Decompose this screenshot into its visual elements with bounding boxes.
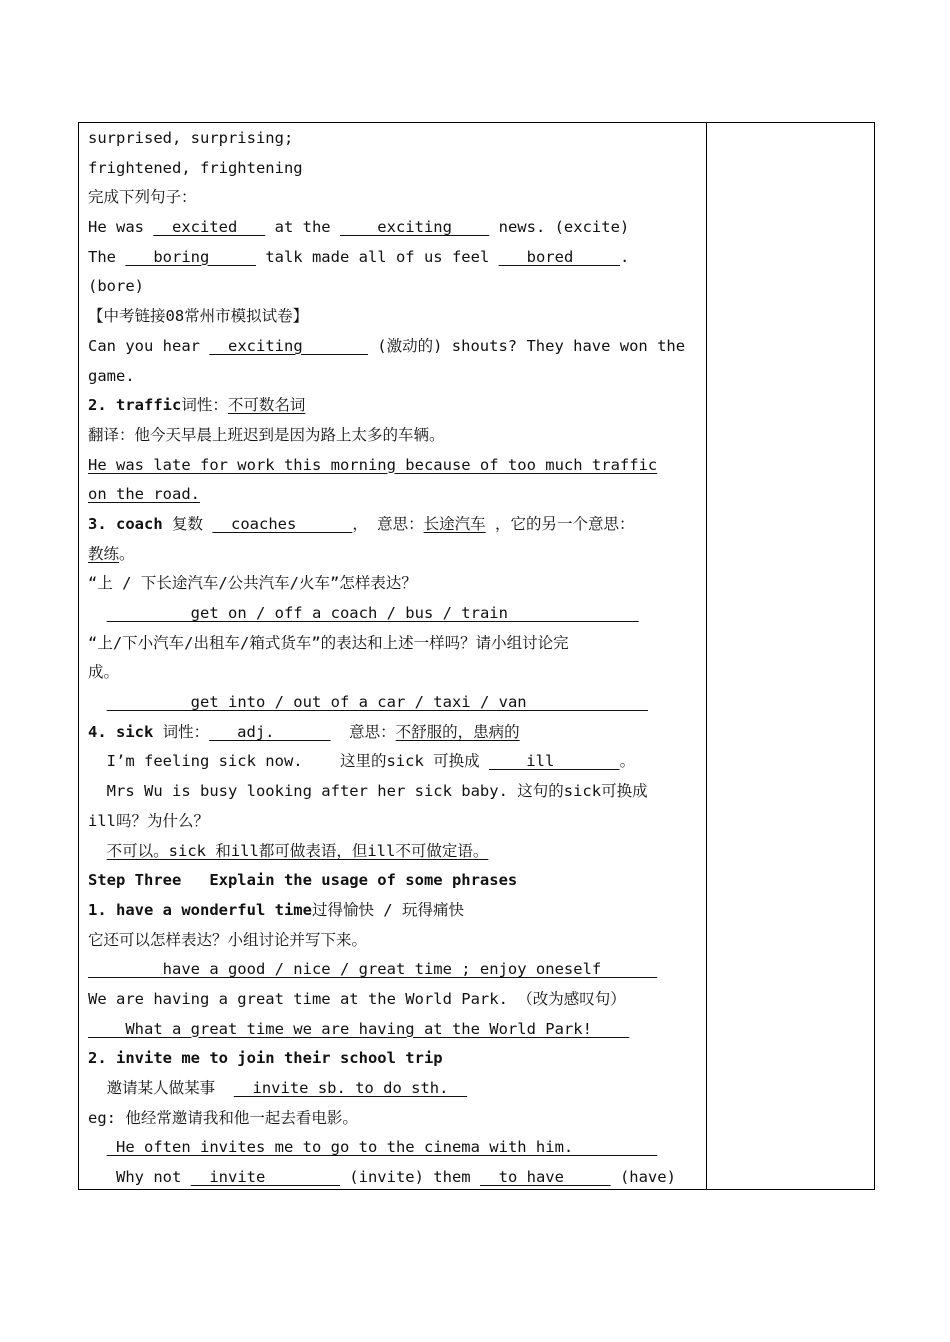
text-line: 它还可以怎样表达？小组讨论并写下来。	[88, 930, 368, 949]
answer-line: on the road.	[88, 485, 200, 504]
exercise-line: Why not invite (invite) them to have (have)	[88, 1168, 676, 1187]
exercise-line: I’m feeling sick now. 这里的sick 可换成 ill 。	[88, 752, 636, 771]
column-divider	[706, 122, 707, 1190]
answer-blank: invite sb. to do sth.	[233, 1079, 468, 1097]
answer-line: What a great time we are having at the World Park!	[88, 1019, 630, 1038]
answer-blank: excited	[153, 218, 266, 237]
text-line: 成。	[88, 663, 120, 682]
answer-blank: boring	[125, 247, 256, 266]
text-line: Mrs Wu is busy looking after her sick baby. 这句的sick可换成	[88, 782, 648, 801]
text-line: 教练。	[88, 544, 135, 563]
answer-line: have a good / nice / great time ; enjoy oneself	[88, 960, 658, 979]
vocab-heading: 3. coach 复数 coaches ， 意思：长途汽车 ，它的另一个意思：	[88, 514, 635, 533]
exercise-line: The boring talk made all of us feel bored .	[88, 247, 630, 266]
lesson-content	[88, 124, 698, 1193]
text-line: “上/下小汽车/出租车/箱式货车”的表达和上述一样吗？请小组讨论完	[88, 633, 569, 652]
text-line: surprised, surprising;	[88, 129, 294, 147]
text-line: “上 / 下长途汽车/公共汽车/火车”怎样表达？	[88, 574, 417, 593]
phrase-heading: 2. invite me to join their school trip	[88, 1049, 443, 1068]
answer-line: 不可以。sick 和ill都可做表语，但ill不可做定语。	[106, 841, 489, 860]
exercise-line: 邀请某人做某事 invite sb. to do sth.	[88, 1079, 468, 1097]
answer-blank: 不舒服的，患病的	[395, 722, 520, 741]
exercise-line: He was excited at the exciting news. (excite)	[88, 218, 630, 237]
answer-blank: 长途汽车	[423, 514, 486, 533]
answer-blank: coaches	[212, 514, 353, 533]
answer-line: get on / off a coach / bus / train	[106, 604, 639, 622]
answer-blank: invite	[190, 1168, 340, 1187]
answer-blank: bored	[498, 247, 620, 266]
answer-blank: adj.	[209, 722, 331, 741]
step-heading: Step Three Explain the usage of some phrases	[88, 871, 518, 890]
answer-blank: exciting	[209, 336, 368, 355]
vocab-heading: 2. traffic词性：不可数名词	[88, 396, 306, 415]
phrase-heading: 1. have a wonderful time过得愉快 / 玩得痛快	[88, 900, 464, 919]
instruction-line: 完成下列句子：	[88, 188, 197, 207]
text-line: We are having a great time at the World Park. （改为感叹句）	[88, 989, 626, 1008]
answer-blank: 不可数名词	[227, 396, 306, 415]
text-line: ill吗？为什么？	[88, 811, 209, 830]
answer-line: He was late for work this morning because of too much traffic	[88, 455, 658, 474]
answer-blank: ill	[488, 752, 620, 771]
answer-line: He often invites me to go to the cinema with him.	[106, 1138, 658, 1157]
text-line: eg: 他经常邀请我和他一起去看电影。	[88, 1108, 358, 1127]
answer-blank: exciting	[339, 218, 490, 237]
section-heading: 【中考链接08常州市模拟试卷】	[88, 307, 309, 326]
answer-line: get into / out of a car / taxi / van	[106, 693, 648, 712]
text-line: 翻译：他今天早晨上班迟到是因为路上太多的车辆。	[88, 425, 445, 444]
answer-blank: to have	[479, 1168, 611, 1187]
exercise-line: Can you hear exciting (激动的) shouts? They have won the	[88, 336, 686, 355]
text-line: (bore)	[88, 277, 144, 296]
text-line: frightened, frightening	[88, 158, 303, 177]
text-line: game.	[88, 366, 135, 385]
vocab-heading: 4. sick 词性： adj. 意思：不舒服的，患病的	[88, 722, 520, 741]
